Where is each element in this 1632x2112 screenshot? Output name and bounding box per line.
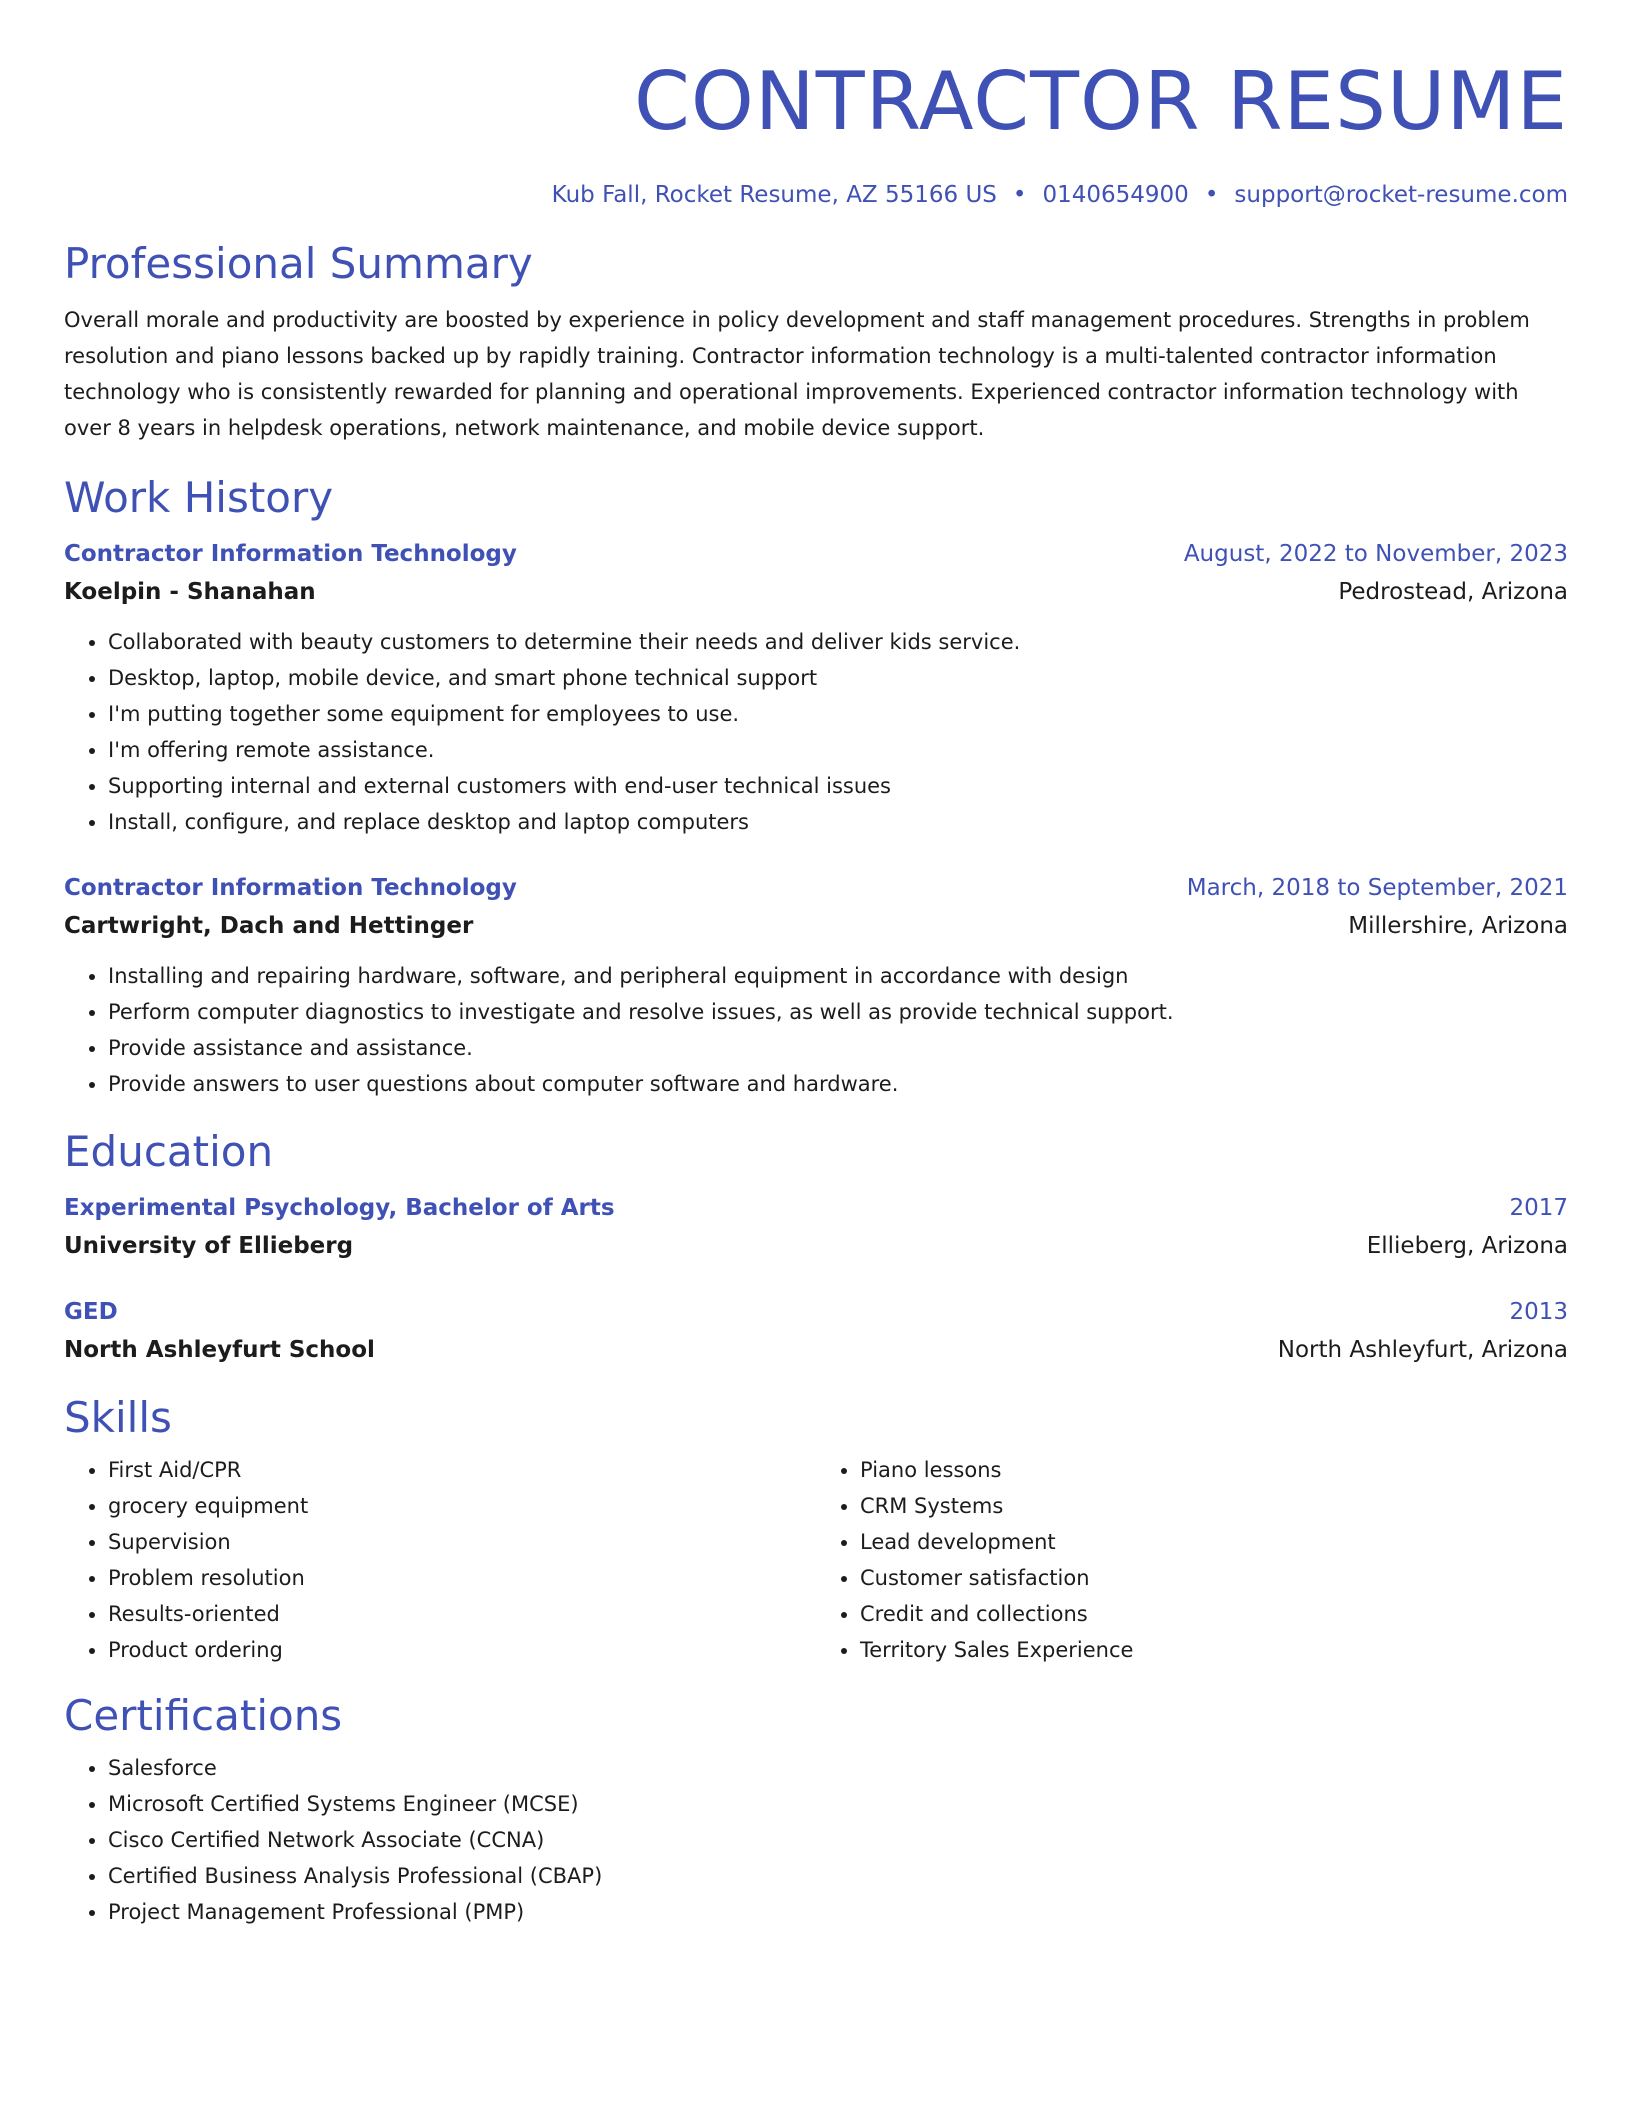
job-location: Pedrostead, Arizona (1338, 579, 1568, 605)
resume-title: CONTRACTOR RESUME (634, 55, 1568, 148)
job-duty: • Install, configure, and replace desktop and laptop computers (108, 804, 1568, 840)
certification-item: • Project Management Professional (PMP) (108, 1894, 1568, 1930)
job-entry (64, 870, 1568, 1102)
job-company-row (64, 572, 1568, 612)
skill-item: • Territory Sales Experience (860, 1632, 1568, 1668)
education-school-row (64, 1330, 1568, 1370)
job-duty: • Perform computer diagnostics to investigate and resolve issues, as well as provide technical support. (108, 994, 1568, 1030)
summary-section (64, 238, 1568, 446)
work-history-section (64, 472, 1568, 1102)
summary-heading: Professional Summary (64, 239, 533, 288)
work-history-heading: Work History (64, 473, 334, 522)
education-year: 2013 (1509, 1299, 1568, 1325)
education-entry (64, 1190, 1568, 1266)
job-dates: March, 2018 to September, 2021 (1186, 875, 1568, 901)
education-entry (64, 1294, 1568, 1370)
education-header-row (64, 1190, 1568, 1226)
contact-separator: • (1012, 182, 1027, 208)
job-title: Contractor Information Technology (64, 541, 517, 567)
job-header-row (64, 536, 1568, 572)
education-school-row (64, 1226, 1568, 1266)
job-entry (64, 536, 1568, 840)
contact-email: support@rocket-resume.com (1234, 182, 1568, 208)
skill-item: • Results-oriented (108, 1596, 816, 1632)
education-section (64, 1126, 1568, 1370)
skill-item: • CRM Systems (860, 1488, 1568, 1524)
skill-item: • Problem resolution (108, 1560, 816, 1596)
certification-item: • Cisco Certified Network Associate (CCNA) (108, 1822, 1568, 1858)
education-school: North Ashleyfurt School (64, 1337, 375, 1363)
job-duty: • I'm putting together some equipment for employees to use. (108, 696, 1568, 732)
contact-separator: • (1204, 182, 1219, 208)
skills-list-right (816, 1452, 1568, 1668)
contact-line (64, 180, 1568, 210)
education-degree: GED (64, 1299, 118, 1325)
skill-item: • Lead development (860, 1524, 1568, 1560)
job-location: Millershire, Arizona (1348, 913, 1568, 939)
job-duty: • Supporting internal and external customers with end-user technical issues (108, 768, 1568, 804)
job-header-row (64, 870, 1568, 906)
job-dates: August, 2022 to November, 2023 (1183, 541, 1568, 567)
skill-item: • grocery equipment (108, 1488, 816, 1524)
certifications-heading: Certifications (64, 1691, 343, 1740)
education-degree: Experimental Psychology, Bachelor of Arts (64, 1195, 615, 1221)
certifications-list (64, 1750, 1568, 1930)
skill-item: • Product ordering (108, 1632, 816, 1668)
certifications-section (64, 1690, 1568, 1930)
job-title: Contractor Information Technology (64, 875, 517, 901)
education-location: Ellieberg, Arizona (1366, 1233, 1568, 1259)
skills-list-left (64, 1452, 816, 1668)
contact-address: Kub Fall, Rocket Resume, AZ 55166 US (551, 182, 997, 208)
education-header-row (64, 1294, 1568, 1330)
job-duty: • Provide answers to user questions about computer software and hardware. (108, 1066, 1568, 1102)
contact-phone: 0140654900 (1042, 182, 1189, 208)
education-year: 2017 (1509, 1195, 1568, 1221)
certification-item: • Certified Business Analysis Professional (CBAP) (108, 1858, 1568, 1894)
job-duty: • Collaborated with beauty customers to determine their needs and deliver kids service. (108, 624, 1568, 660)
job-company: Cartwright, Dach and Hettinger (64, 913, 474, 939)
certification-item: • Salesforce (108, 1750, 1568, 1786)
skills-heading: Skills (64, 1393, 172, 1442)
skill-item: • First Aid/CPR (108, 1452, 816, 1488)
skills-section (64, 1392, 1568, 1668)
skill-item: • Piano lessons (860, 1452, 1568, 1488)
education-heading: Education (64, 1127, 274, 1176)
skills-columns (64, 1452, 1568, 1668)
job-company-row (64, 906, 1568, 946)
skill-item: • Credit and collections (860, 1596, 1568, 1632)
education-school: University of Ellieberg (64, 1233, 354, 1259)
skill-item: • Customer satisfaction (860, 1560, 1568, 1596)
job-duty: • Installing and repairing hardware, software, and peripheral equipment in accordance with design (108, 958, 1568, 994)
certification-item: • Microsoft Certified Systems Engineer (MCSE) (108, 1786, 1568, 1822)
job-duty: • I'm offering remote assistance. (108, 732, 1568, 768)
summary-text: Overall morale and productivity are boosted by experience in policy development and staff management procedures. Strengths in problem resolution and piano lessons backed up by rapidly training. Contractor information technology is a multi-talented contractor information technology who is consistently rewarded for planning and operational improvements. Experienced contractor information technology with over 8 years in helpdesk operations, network maintenance, and mobile device support. (64, 308, 1530, 440)
education-location: North Ashleyfurt, Arizona (1277, 1337, 1568, 1363)
skill-item: • Supervision (108, 1524, 816, 1560)
job-duties-list (64, 958, 1568, 1102)
job-company: Koelpin - Shanahan (64, 579, 316, 605)
job-duty: • Provide assistance and assistance. (108, 1030, 1568, 1066)
job-duties-list (64, 624, 1568, 840)
job-duty: • Desktop, laptop, mobile device, and smart phone technical support (108, 660, 1568, 696)
